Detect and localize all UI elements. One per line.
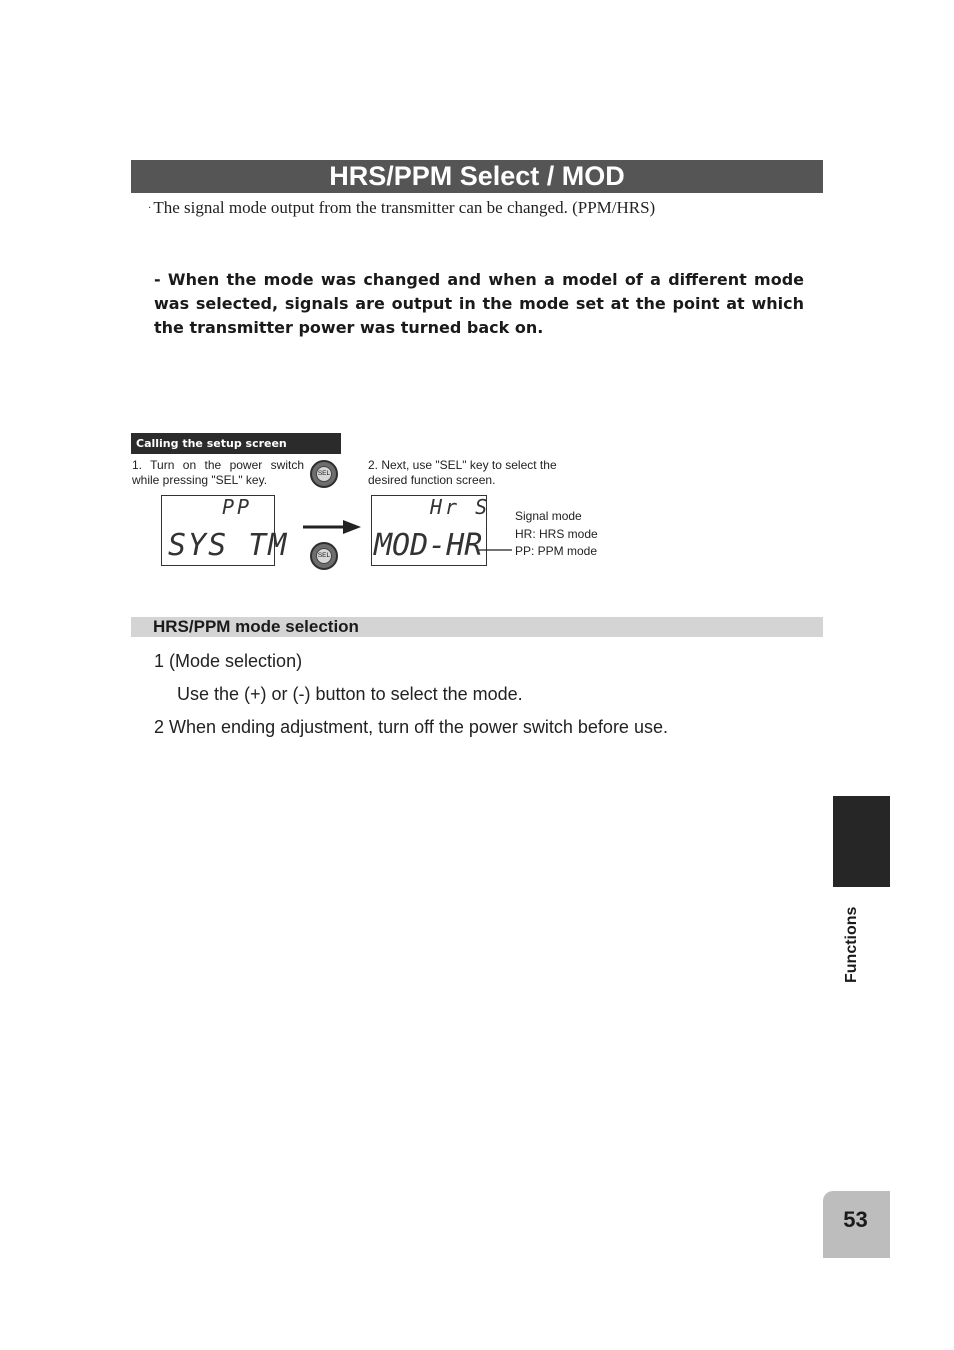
callout-leader-line <box>479 547 512 567</box>
warning-note: - When the mode was changed and when a model of a different mode was selected, signals are output in the mode set at the point at which the transmitter power was turned back on. <box>154 270 804 337</box>
legend-line: HR: HRS mode <box>515 526 598 541</box>
section-heading: HRS/PPM mode selection <box>131 617 823 637</box>
sel-key-label: SEL <box>316 466 332 482</box>
lcd-bottom-text: MOD-HR <box>374 528 483 563</box>
page-title: HRS/PPM Select / MOD <box>131 160 823 193</box>
chapter-tab <box>833 796 890 887</box>
legend-line: PP: PPM mode <box>515 544 598 558</box>
lcd-top-text: PP <box>222 495 253 519</box>
legend-line: Signal mode <box>515 509 582 523</box>
intro-text: The signal mode output from the transmitter can be changed. (PPM/HRS) <box>153 198 656 217</box>
intro-paragraph <box>148 198 655 218</box>
instruction-line: 2 When ending adjustment, turn off the power switch before use. <box>154 717 668 737</box>
sel-key-icon <box>310 460 338 488</box>
lcd-bottom-text: SYS TM <box>168 528 289 563</box>
sel-key-label: SEL <box>316 548 332 564</box>
diagram-step-2: 2. Next, use "SEL" key to select the desired function screen. <box>368 458 557 487</box>
lcd-top-text: Hr S <box>430 495 491 519</box>
arrow-right-icon <box>303 519 361 535</box>
signal-mode-legend <box>515 508 598 561</box>
instruction-line: Use the (+) or (-) button to select the mode. <box>177 684 523 704</box>
bullet: · <box>148 203 152 214</box>
diagram-header: Calling the setup screen <box>131 433 341 454</box>
lcd-screen-mod <box>371 495 491 566</box>
sel-key-icon <box>310 542 338 570</box>
lcd-screen-system <box>161 495 289 566</box>
page-number: 53 <box>843 1207 868 1232</box>
diagram-step-1: 1. Turn on the power switch while pressing "SEL" key. <box>132 458 304 487</box>
instruction-line: 1 (Mode selection) <box>154 651 303 671</box>
chapter-label: Functions <box>843 906 860 983</box>
